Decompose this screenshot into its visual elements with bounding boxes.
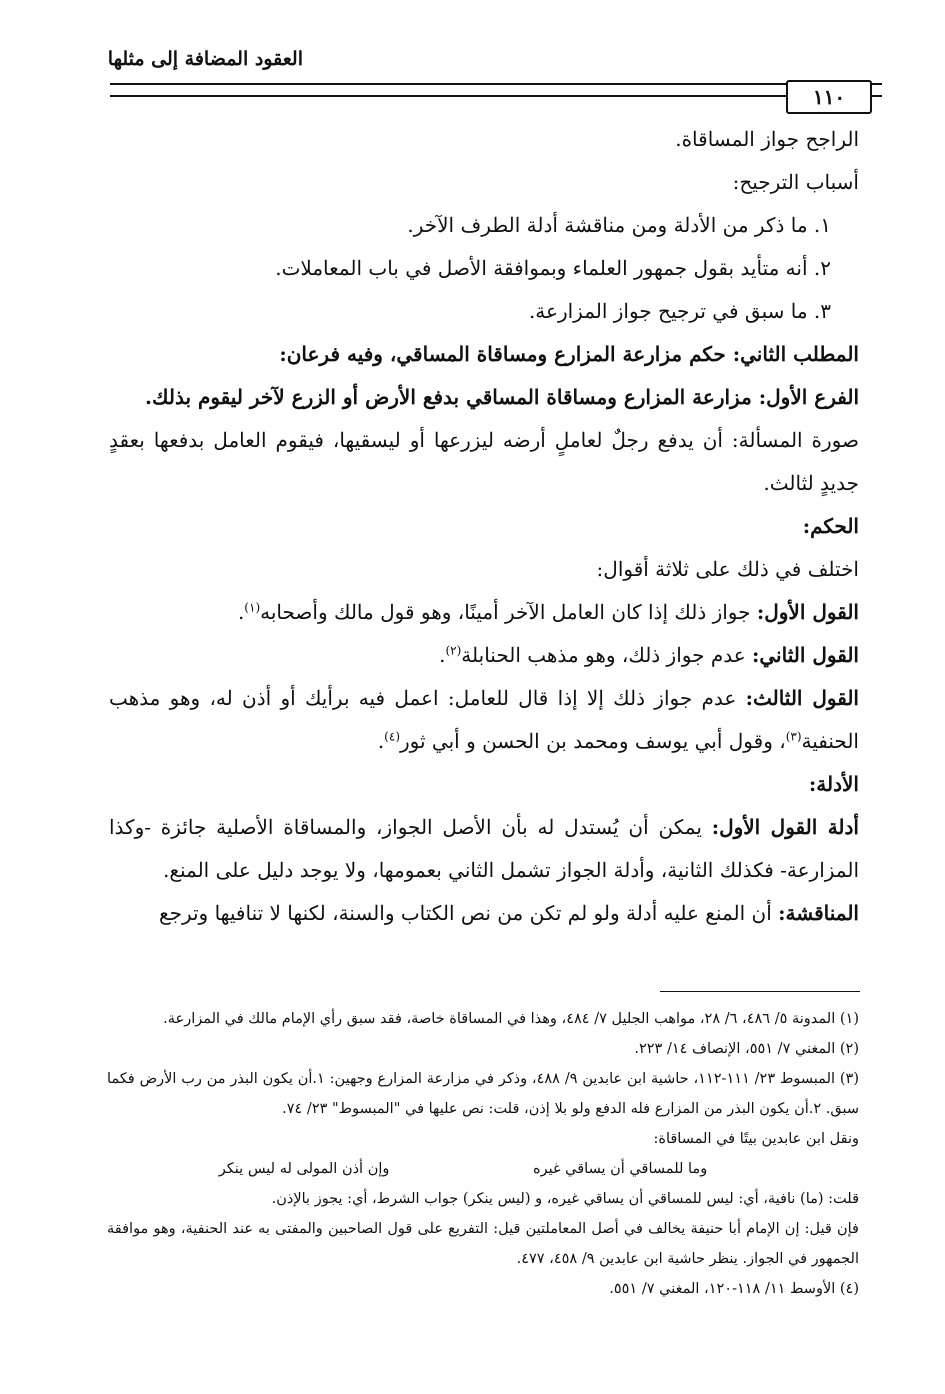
verse-hemistich: وما للمساقي أن يساقي غيره <box>532 1161 708 1177</box>
opinion-one: القول الأول: جواز ذلك إذا كان العامل الآخر أمينًا، وهو قول مالك وأصحابه$^{(١)}$. <box>237 600 859 624</box>
list-item: ١. ما ذكر من الأدلة ومن مناقشة أدلة الطرف الآخر. <box>407 213 831 237</box>
opinion-label: القول الأول: <box>756 600 859 624</box>
list-item: ٢. أنه متأيد بقول جمهور العلماء وبموافقة الأصل في باب المعاملات. <box>275 256 831 280</box>
opinion-text: عدم جواز ذلك، وهو مذهب الحنابلة <box>461 643 752 667</box>
subsection-heading: الفرع الأول: مزارعة المزارع ومساقاة المساقي بدفع الأرض أو الزرع لآخر ليقوم بذلك. <box>145 385 859 409</box>
footnote-line: فإن قيل: إن الإمام أبا حنيفة يخالف في أصل المعاملتين قيل: التفريع على قول الصاحبين والمفتى به عند الحنفية، وهو موافقة الجمهور في الجواز. ينظر حاشية ابن عابدين ٩/ ٤٥٨، ٤٧٧. <box>107 1221 859 1267</box>
footnote: (٣) المبسوط ٢٣/ ١١١-١١٢، حاشية ابن عابدين ٩/ ٤٨٨، وذكر في مزارعة المزارع وجهين: ١.أن يكون البذر من رب الأرض فكما سبق. ٢.أن يكون البذر من المزارع فله الدفع ولو بلا إذن، قلت: نص عليها في "المبسوط" ٢٣/ ٧٤. <box>107 1071 859 1117</box>
footnote: (٤) الأوسط ١١/ ١١٨-١٢٠، المغني ٧/ ٥٥١. <box>609 1281 859 1297</box>
footnote-ref[interactable]: (١) <box>244 600 261 615</box>
discussion-text: أن المنع عليه أدلة ولو لم تكن من نص الكتاب والسنة، لكنها لا تنافيها وترجع <box>158 901 779 925</box>
discussion-paragraph <box>109 892 859 935</box>
footnote-line: ونقل ابن عابدين بيتًا في المساقاة: <box>653 1131 859 1147</box>
footnote: (٢) المغني ٧/ ٥٥١، الإنصاف ١٤/ ٢٢٣. <box>634 1041 859 1057</box>
discussion-label: المناقشة: <box>778 901 859 925</box>
opinion-text: جواز ذلك إذا كان العامل الآخر أمينًا، وهو قول مالك وأصحابه <box>260 600 757 624</box>
verse-hemistich: وإن أذن المولى له ليس ينكر <box>218 1161 390 1177</box>
footnotes <box>107 1004 859 1304</box>
opinion-label: القول الثالث: <box>745 686 859 710</box>
opinion-label: القول الثاني: <box>752 643 859 667</box>
section-heading: المطلب الثاني: حكم مزارعة المزارع ومساقاة المساقي، وفيه فرعان: <box>279 342 859 366</box>
main-text <box>109 118 859 935</box>
running-header-title: العقود المضافة إلى مثلها <box>107 48 303 70</box>
evidence-paragraph <box>109 806 859 892</box>
footnote-ref[interactable]: (٤) <box>384 729 400 744</box>
footnote-ref[interactable]: (٣) <box>785 729 802 744</box>
footnote-separator <box>660 991 860 992</box>
footnote: (١) المدونة ٥/ ٤٨٦، ٦/ ٢٨، مواهب الجليل ٧/ ٤٨٤، وهذا في المساقاة خاصة، فقد سبق رأي الإمام مالك في المزارعة. <box>163 1011 859 1027</box>
paragraph: اختلف في ذلك على ثلاثة أقوال: <box>596 557 859 581</box>
page-number: ١١٠ <box>786 80 872 114</box>
paragraph: الراجح جواز المساقاة. <box>675 127 859 151</box>
opinion-text: ، وقول أبي يوسف ومحمد بن الحسن و أبي ثور <box>400 729 786 753</box>
heading-evidence: الأدلة: <box>808 772 859 796</box>
paragraph: صورة المسألة: أن يدفع رجلٌ لعاملٍ أرضه ليزرعها أو ليسقيها، فيقوم العامل بدفعها بعقدٍ جديدٍ لثالث. <box>109 428 859 495</box>
paragraph: أسباب الترجيح: <box>732 170 859 194</box>
header-rule-bottom <box>110 95 786 97</box>
list-item: ٣. ما سبق في ترجيح جواز المزارعة. <box>528 299 831 323</box>
header-rule-top <box>110 83 786 85</box>
evidence-label: أدلة القول الأول: <box>711 815 859 839</box>
poetry-verse <box>107 1154 859 1184</box>
footnote-line: قلت: (ما) نافية، أي: ليس للمساقي أن يساقي غيره، و (ليس ينكر) جواب الشرط، أي: يجوز بالإذن. <box>271 1191 859 1207</box>
footnote-ref[interactable]: (٢) <box>445 643 462 658</box>
opinion-three: القول الثالث: عدم جواز ذلك إلا إذا قال للعامل: اعمل فيه برأيك أو أذن له، وهو مذهب الحنفية$^{(٣)}$، وقول أبي يوسف ومحمد بن الحسن و أبي ثور$^{(٤)}$. <box>109 686 859 753</box>
heading-ruling: الحكم: <box>802 514 859 538</box>
opinion-text: عدم جواز ذلك إلا إذا قال للعامل: اعمل فيه برأيك أو أذن له، وهو مذهب الحنفية <box>109 686 859 753</box>
opinion-two: القول الثاني: عدم جواز ذلك، وهو مذهب الحنابلة$^{(٢)}$. <box>439 643 859 667</box>
evidence-text: يمكن أن يُستدل له بأن الأصل الجواز، والمساقاة الأصلية جائزة -وكذا المزارعة- فكذلك الثانية، وأدلة الجواز تشمل الثاني بعمومها، ولا يوجد دليل على المنع. <box>109 815 859 882</box>
